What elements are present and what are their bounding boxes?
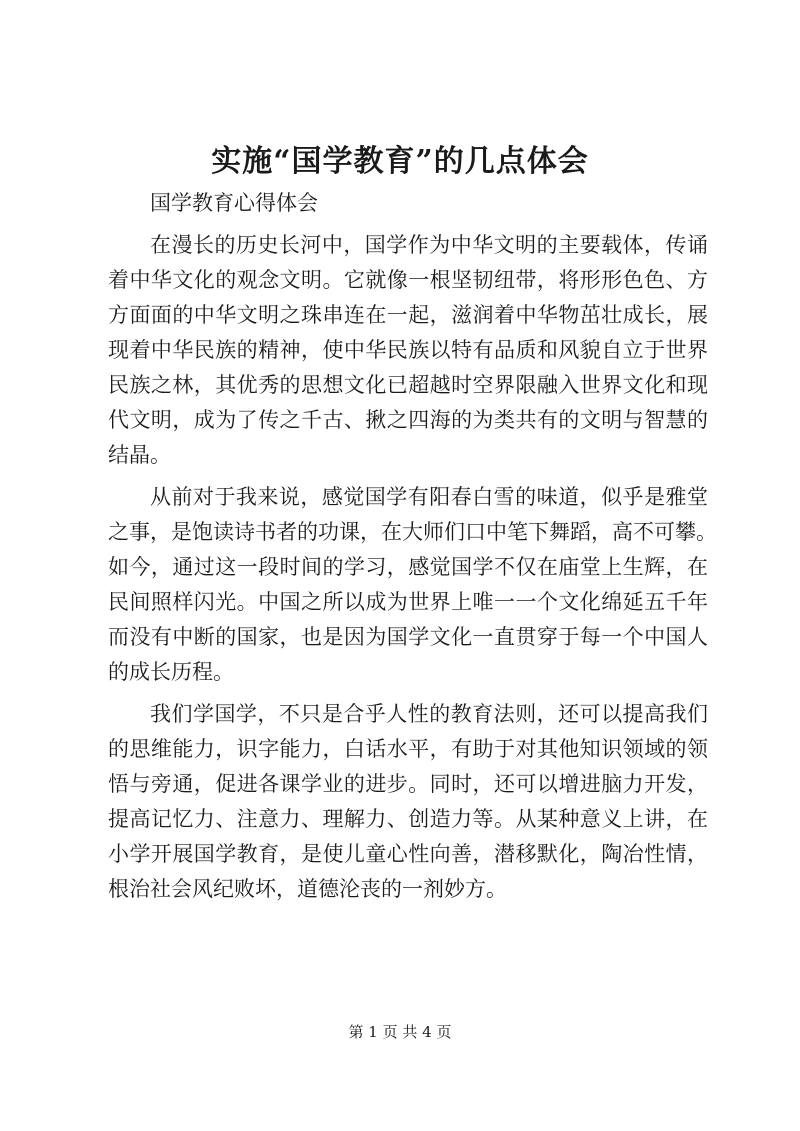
- paragraph-line: 如今，通过这一段时间的学习，感觉国学不仅在庙堂上生辉，在: [108, 555, 708, 579]
- paragraph-line: 我们学国学，不只是合乎人性的教育法则，还可以提高我们: [150, 702, 708, 726]
- document-title: 实施“国学教育”的几点体会: [211, 144, 589, 179]
- document-subtitle-paragraph: [108, 186, 708, 221]
- paragraph-line: 结晶。: [108, 443, 171, 467]
- paragraph-line: 民族之林，其优秀的思想文化已超越时空界限融入世界文化和现: [108, 373, 708, 397]
- paragraph-line: 现着中华民族的精神，使中华民族以特有品质和风貌自立于世界: [108, 338, 708, 362]
- paragraph-line: 民间照样闪光。中国之所以成为世界上唯一一个文化绵延五千年: [108, 590, 708, 614]
- document-subtitle: 国学教育心得体会: [150, 191, 318, 215]
- paragraph-2: [108, 480, 717, 690]
- paragraph-3: [108, 697, 708, 907]
- paragraph-line: 悟与旁通，促进各课学业的进步。同时，还可以增进脑力开发，: [108, 772, 708, 796]
- paragraph-line: 方面面的中华文明之珠串连在一起，滋润着中华物茁壮成长，展: [108, 303, 708, 327]
- paragraph-line: 的成长历程。: [108, 660, 234, 684]
- paragraph-line: 小学开展国学教育，是使儿童心性向善，潜移默化，陶冶性情，: [108, 842, 708, 866]
- paragraph-line: 的思维能力，识字能力，白话水平，有助于对其他知识领域的领: [108, 737, 708, 761]
- paragraph-line: 之事，是饱读诗书者的功课，在大师们口中笔下舞蹈，高不可攀。: [108, 520, 717, 544]
- paragraph-line: 提高记忆力、注意力、理解力、创造力等。从某种意义上讲，在: [108, 807, 708, 831]
- paragraph-line: 而没有中断的国家，也是因为国学文化一直贯穿于每一个中国人: [108, 625, 708, 649]
- paragraph-line: 代文明，成为了传之千古、揪之四海的为类共有的文明与智慧的: [108, 408, 708, 432]
- paragraph-line: 在漫长的历史长河中，国学作为中华文明的主要载体，传诵: [150, 233, 708, 257]
- paragraph-line: 着中华文化的观念文明。它就像一根坚韧纽带，将形形色色、方: [108, 268, 708, 292]
- paragraph-1: [108, 228, 708, 473]
- document-body: [108, 186, 717, 914]
- paragraph-line: 从前对于我来说，感觉国学有阳春白雪的味道，似乎是雅堂: [150, 485, 708, 509]
- page-number-footer: 第 1 页 共 4 页: [348, 1023, 452, 1041]
- paragraph-line: 根治社会风纪败坏，道德沦丧的一剂妙方。: [108, 877, 507, 901]
